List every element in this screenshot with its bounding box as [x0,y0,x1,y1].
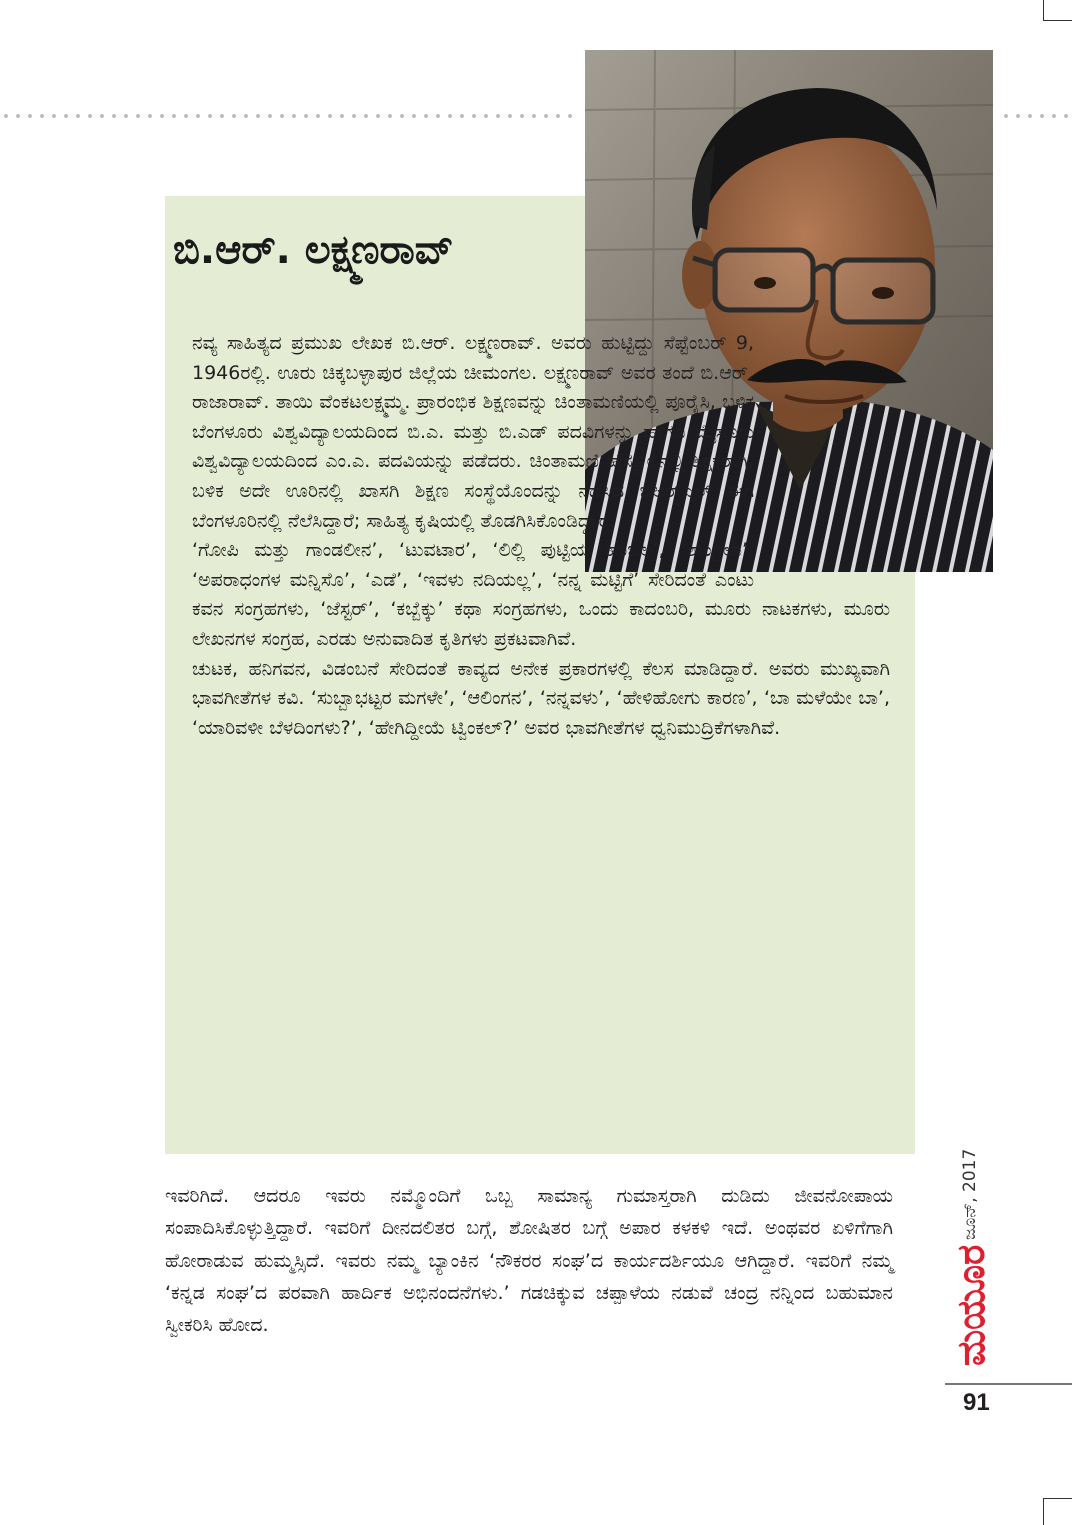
crop-mark-bottom-right [1043,1498,1072,1525]
profile-title: ಬಿ.ಆರ್. ಲಕ್ಷ್ಮಣರಾವ್ [173,227,454,273]
issue-date: ಜೂನ್, 2017 [960,1148,980,1240]
crop-mark-top-right [1043,0,1072,21]
photo-text-wrap-spacer [754,329,890,584]
dotted-rule-left [0,113,580,119]
dotted-rule-right [1000,113,1072,119]
page-number: 91 [963,1389,990,1416]
bio-paragraph-1: ನವ್ಯ ಸಾಹಿತ್ಯದ ಪ್ರಮುಖ ಲೇಖಕ ಬಿ.ಆರ್. ಲಕ್ಷ್ಮಣರಾವ್. ಅವರು ಹುಟ್ಟಿದ್ದು ಸೆಪ್ಟೆಂಬರ್ 9, 1946ರಲ್ಲಿ. ಊರು ಚಿಕ್ಕಬಳ್ಳಾಪುರ ಜಿಲ್ಲೆಯ ಚೀಮಂಗಲ. ಲಕ್ಷ್ಮಣರಾವ್ ಅವರ ತಂದೆ ಬಿ.ಆರ್. ರಾಜಾರಾವ್. ತಾಯಿ ವೆಂಕಟಲಕ್ಷ್ಮಮ್ಮ. ಪ್ರಾರಂಭಿಕ ಶಿಕ್ಷಣವನ್ನು ಚಿಂತಾಮಣಿಯಲ್ಲಿ ಪೂರೈಸಿ, ಬಳಿಕ ಬೆಂಗಳೂರು ವಿಶ್ವವಿದ್ಯಾಲಯದಿಂದ ಬಿ.ಎ. ಮತ್ತು ಬಿ.ಎಡ್ ಪದವಿಗಳನ್ನು ಹಾಗೂ ಮೈಸೂರು ವಿಶ್ವವಿದ್ಯಾಲಯದಿಂದ ಎಂ.ಎ. ಪದವಿಯನ್ನು ಪಡೆದರು. ಚಿಂತಾಮಣಿ ಹೈಸ್ಕೂಲಿನಲ್ಲಿ ಶಿಕ್ಷಕರಾಗಿ, ಬಳಿಕ ಅದೇ ಊರಿನಲ್ಲಿ ಖಾಸಗಿ ಶಿಕ್ಷಣ ಸಂಸ್ಥೆಯೊಂದನ್ನು ನಡೆಸಿದ ಬಿಆರ್‌ಎಲ್ ಈಗ ಬೆಂಗಳೂರಿನಲ್ಲಿ ನೆಲೆಸಿದ್ದಾರೆ; ಸಾಹಿತ್ಯ ಕೃಷಿಯಲ್ಲಿ ತೊಡಗಿಸಿಕೊಂಡಿದ್ದಾರೆ. [192,332,754,532]
story-continuation-text: ಇವರಿಗಿದೆ. ಆದರೂ ಇವರು ನಮ್ಮೊಂದಿಗೆ ಒಬ್ಬ ಸಾಮಾನ್ಯ ಗುಮಾಸ್ತರಾಗಿ ದುಡಿದು ಜೀವನೋಪಾಯ ಸಂಪಾದಿಸಿಕೊಳ್ಳುತ್ತಿದ್ದಾರೆ. ಇವರಿಗೆ ದೀನದಲಿತರ ಬಗ್ಗೆ, ಶೋಷಿತರ ಬಗ್ಗೆ ಅಪಾರ ಕಳಕಳಿ ಇದೆ. ಅಂಥವರ ಏಳಿಗೆಗಾಗಿ ಹೋರಾಡುವ ಹುಮ್ಮಸ್ಸಿದೆ. ಇವರು ನಮ್ಮ ಬ್ಯಾಂಕಿನ ‘ನೌಕರರ ಸಂಘ’ದ ಕಾರ್ಯದರ್ಶಿಯೂ ಆಗಿದ್ದಾರೆ. ಇವರಿಗೆ ನಮ್ಮ ‘ಕನ್ನಡ ಸಂಘ’ದ ಪರವಾಗಿ ಹಾರ್ದಿಕ ಅಭಿನಂದನೆಗಳು.’ ಗಡಚಿಕ್ಕುವ ಚಪ್ಪಾಳೆಯ ನಡುವೆ ಚಂದ್ರ ನನ್ನಿಂದ ಬಹುಮಾನ ಸ್ವೀಕರಿಸಿ ಹೋದ. [165,1185,893,1337]
footer-rule [945,1383,1072,1385]
bio-paragraph-2: ‘ಗೋಪಿ ಮತ್ತು ಗಾಂಡಲೀನ’, ‘ಟುವಟಾರ’, ‘ಲಿಲ್ಲಿ ಪುಟ್ಟಿಯ ಹಂಬಲ’, ‘ಶಾಂಗ್ರಿಲಾ’, ‘ಅಪರಾಧಂಗಳ ಮನ್ನಿಸೊ’, ‘ಎಡೆ’, ‘ಇವಳು ನದಿಯಲ್ಲ’, ‘ನನ್ನ ಮಟ್ಟಿಗೆ’ ಸೇರಿದಂತೆ ಎಂಟು ಕವನ ಸಂಗ್ರಹಗಳು, ‘ಜೆಸ್ಟರ್’, ‘ಕಬ್ಬೆಕ್ಕು’ ಕಥಾ ಸಂಗ್ರಹಗಳು, ಒಂದು ಕಾದಂಬರಿ, ಮೂರು ನಾಟಕಗಳು, ಮೂರು ಲೇಖನಗಳ ಸಂಗ್ರಹ, ಎರಡು ಅನುವಾದಿತ ಕೃತಿಗಳು ಪ್ರಕಟವಾಗಿವೆ. [192,539,890,650]
magazine-logo: ಮಯೂರ [949,1244,993,1366]
bio-text [192,329,890,743]
bio-paragraph-3: ಚುಟಕ, ಹನಿಗವನ, ವಿಡಂಬನೆ ಸೇರಿದಂತೆ ಕಾವ್ಯದ ಅನೇಕ ಪ್ರಕಾರಗಳಲ್ಲಿ ಕೆಲಸ ಮಾಡಿದ್ದಾರೆ. ಅವರು ಮುಖ್ಯವಾಗಿ ಭಾವಗೀತೆಗಳ ಕವಿ. ‘ಸುಬ್ಬಾಭಟ್ಟರ ಮಗಳೇ’, ‘ಆಲಿಂಗನ’, ‘ನನ್ನವಳು’, ‘ಹೇಳಿಹೋಗು ಕಾರಣ’, ‘ಬಾ ಮಳೆಯೇ ಬಾ’, ‘ಯಾರಿವಳೀ ಬೆಳದಿಂಗಳು?’, ‘ಹೇಗಿದ್ದೀಯೆ ಟ್ವಿಂಕಲ್?’ ಅವರ ಭಾವಗೀತೆಗಳ ಧ್ವನಿಮುದ್ರಿಕೆಗಳಾಗಿವೆ. [192,657,890,739]
